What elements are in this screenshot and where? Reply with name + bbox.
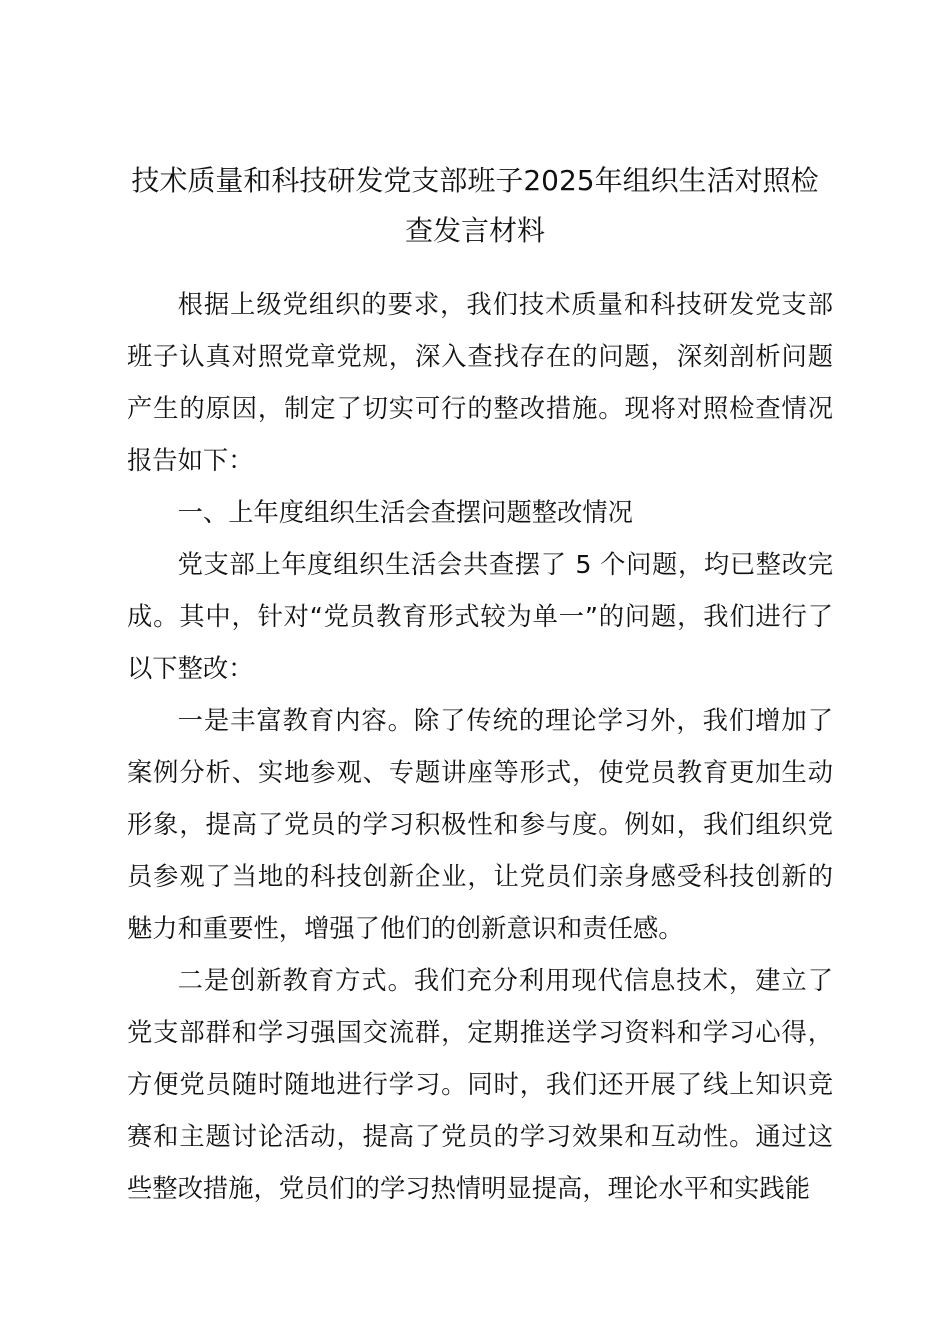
document-title: 技术质量和科技研发党支部班子2025年组织生活对照检查发言材料 — [131, 164, 819, 247]
document-body — [127, 279, 833, 1215]
paragraph-measure-1: 一是丰富教育内容。除了传统的理论学习外，我们增加了案例分析、实地参观、专题讲座等形式，使党员教育更加生动形象，提高了党员的学习积极性和参与度。例如，我们组织党员参观了当地的科技创新企业，让党员们亲身感受科技创新的魅力和重要性，增强了他们的创新意识和责任感。 — [127, 706, 833, 943]
section-heading: 一、上年度组织生活会查摆问题整改情况 — [177, 498, 633, 527]
paragraph-measure-2: 二是创新教育方式。我们充分利用现代信息技术，建立了党支部群和学习强国交流群，定期推送学习资料和学习心得，方便党员随时随地进行学习。同时，我们还开展了线上知识竞赛和主题讨论活动，提高了党员的学习效果和互动性。通过这些整改措施，党员们的学习热情明显提高，理论水平和实践能 — [127, 966, 833, 1203]
paragraph-intro: 根据上级党组织的要求，我们技术质量和科技研发党支部班子认真对照党章党规，深入查找存在的问题，深刻剖析问题产生的原因，制定了切实可行的整改措施。现将对照检查情况报告如下： — [127, 290, 833, 475]
paragraph-summary: 党支部上年度组织生活会共查摆了 5 个问题，均已整改完成。其中，针对“党员教育形式较为单一”的问题，我们进行了以下整改： — [127, 550, 833, 683]
